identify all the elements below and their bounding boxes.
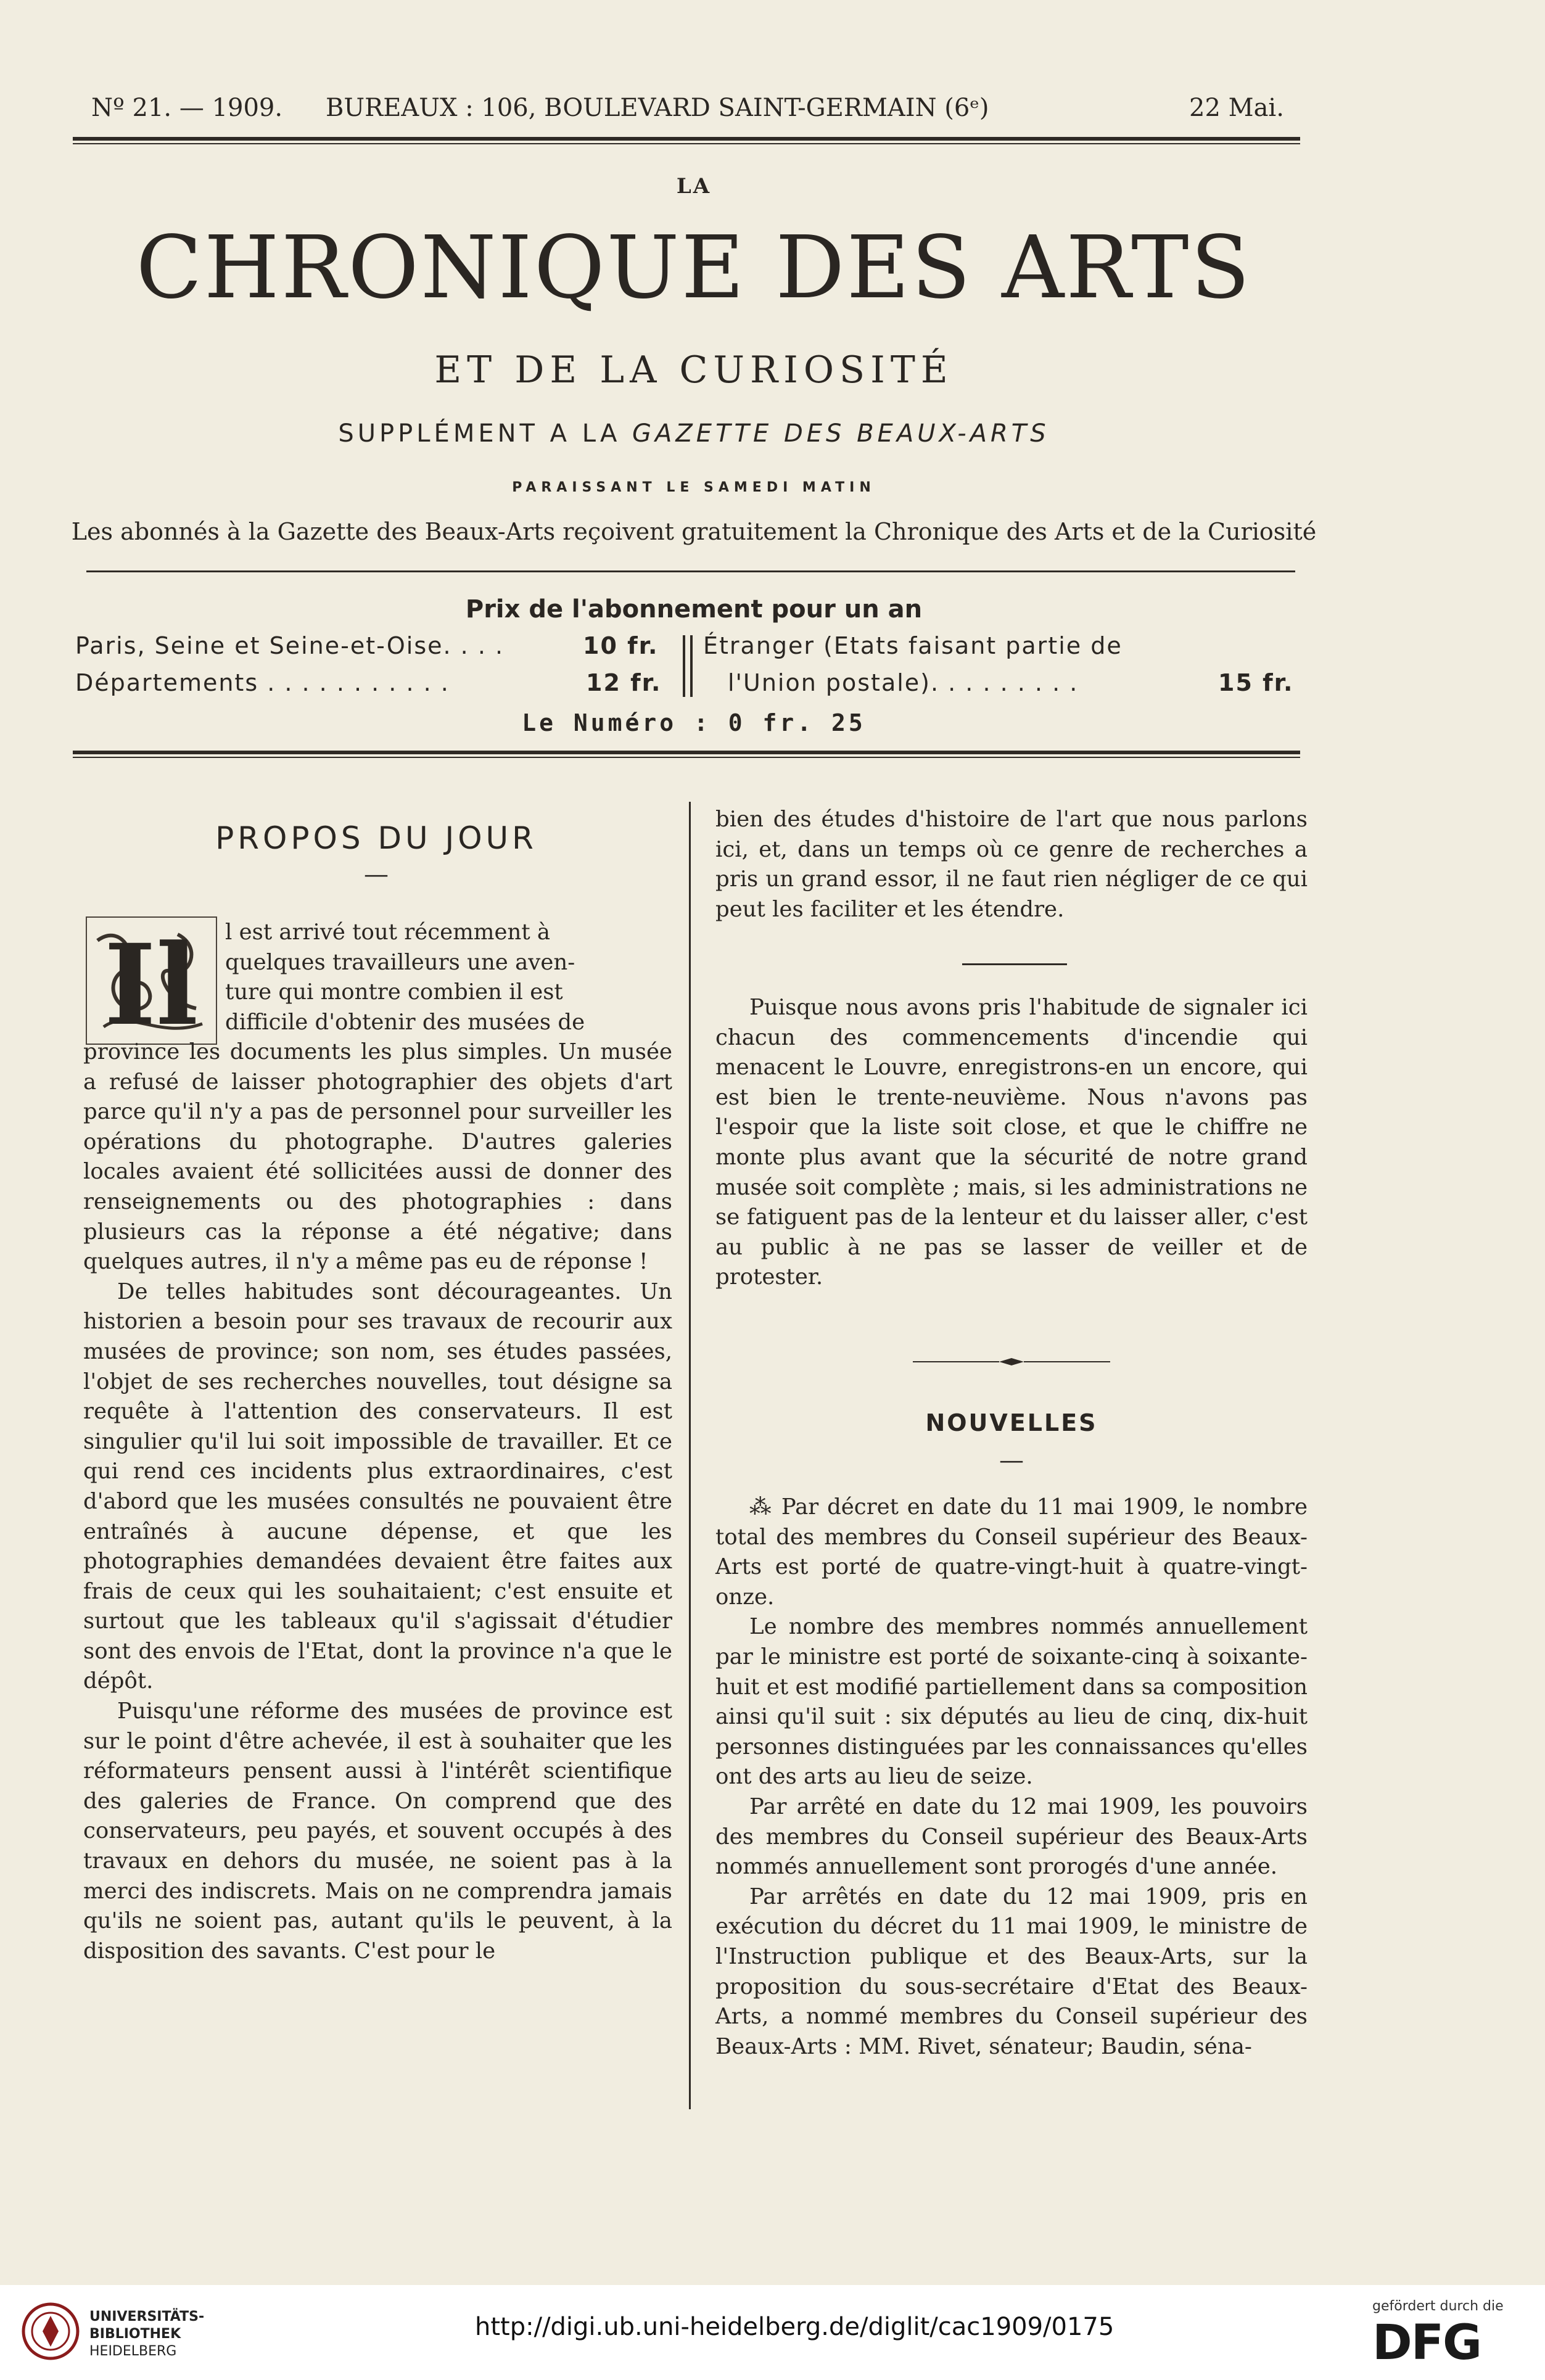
masthead-title: CHRONIQUE DES ARTS bbox=[136, 218, 1252, 318]
propos-dash: — bbox=[364, 860, 389, 889]
right-column-top bbox=[715, 805, 1308, 924]
price-etranger: 15 fr. bbox=[1218, 669, 1294, 696]
propos-line-1: l est arrivé tout récemment à bbox=[225, 920, 551, 945]
nouvelles-body bbox=[715, 1493, 1308, 2062]
masthead-la: LA bbox=[676, 174, 712, 199]
digitization-footer bbox=[0, 2285, 1545, 2380]
nouvelle-2: Le nombre des membres nommés annuellement par le ministre est porté de soixante-cinq à soixante-huit et est modifié partiellement dans sa composition ainsi qu'il suit : six députés au lieu de cinq, dix-huit personnes distinguées par les connaissances qu'elles ont des arts au lieu de seize. bbox=[715, 1614, 1308, 1790]
university-seal-icon bbox=[22, 2302, 80, 2361]
propos-paragraph-2: De telles habitudes sont décourageantes. Un historien a besoin pour ses travaux de recourir aux musées de province; son nom, ses études passées, l'objet de ses recherches nouvelles, tout désigne sa requête à l'attention des conservateurs. Il est singulier qu'il lui soit impossible de travailler. Et ce qui rend ces incidents plus extraordinaires, c'est d'abord que les musées consultés ne pouvaient être entraînés à aucune dépense, et que les photographies demandées devaient être faites aux frais de ceux qui les souhaitaient; c'est ensuite et surtout que les tableaux qu'il s'agissait d'étudier sont des envois de l'Etat, dont la province n'a que le dépôt. bbox=[83, 1279, 672, 1694]
price-etranger-label2: l'Union postale). . . . . . . . . bbox=[728, 669, 1079, 696]
library-name bbox=[89, 2308, 204, 2360]
louvre-paragraph: Puisque nous avons pris l'habitude de signaler ici chacun des commencements d'incendie qui menacent le Louvre, enregistrons-en un encore, qui est bien le trente-neuvième. Nous n'avons pas l'espoir que la liste soit close, et que le chiffre ne monte plus avant que la sécurité de notre grand musée soit complète ; mais, si les administrations ne se fatiguent pas de la lenteur et du laisser aller, c'est au public à ne pas se lasser de veiller et de protester. bbox=[715, 995, 1308, 1290]
price-dept-label: Départements . . . . . . . . . . . bbox=[75, 669, 450, 696]
library-line-2: BIBLIOTHEK bbox=[89, 2326, 181, 2342]
dropcap-letter: Il bbox=[104, 920, 199, 1045]
issue-number: Nº 21. — 1909. bbox=[91, 94, 283, 122]
abonnes-note: Les abonnés à la Gazette des Beaux-Arts reçoivent gratuitement la Chronique des Arts et de la Curiosité bbox=[71, 518, 1317, 545]
nouvelles-dash: — bbox=[999, 1446, 1024, 1475]
propos-heading: PROPOS DU JOUR bbox=[215, 820, 537, 856]
masthead-rule bbox=[86, 570, 1295, 572]
bureaux-address: BUREAUX : 106, BOULEVARD SAINT-GERMAIN (6ᵉ) bbox=[326, 94, 989, 122]
price-divider-1 bbox=[683, 635, 685, 697]
subscription-rule-thin bbox=[73, 757, 1300, 758]
subscription-title: Prix de l'abonnement pour un an bbox=[465, 595, 923, 624]
propos-line-3: ture qui montre combien il est bbox=[225, 979, 563, 1005]
price-paris-label: Paris, Seine et Seine-et-Oise. . . . bbox=[75, 632, 505, 659]
propos-paragraph-1: province les documents les plus simples. Un musée a refusé de laisser photographier des objets d'art parce qu'il n'y a pas de personnel pour surveiller les opérations du photographe. D'autres galeries locales avaient été sollicitées aussi de donner des renseignements ou des photographies : dans plusieurs cas la réponse a été négative; dans quelques autres, il n'y a même pas eu de réponse ! bbox=[83, 1039, 672, 1275]
price-paris: 10 fr. bbox=[583, 632, 659, 659]
price-etranger-label: Étranger (Etats faisant partie de bbox=[703, 632, 1123, 659]
issue-date: 22 Mai. bbox=[1189, 94, 1284, 122]
propos-line-4: difficile d'obtenir des musées de bbox=[225, 1009, 585, 1035]
price-dept: 12 fr. bbox=[586, 669, 662, 696]
nouvelle-3: Par arrêté en date du 12 mai 1909, les pouvoirs des membres du Conseil supérieur des Beaux-Arts nommés annuellement sont prorogés d'une année. bbox=[715, 1793, 1308, 1880]
propos-continued: bien des études d'histoire de l'art que nous parlons ici, et, dans un temps où ce genre de recherches a pris un grand essor, il ne faut rien négliger de ce qui peut les faciliter et les étendre. bbox=[715, 807, 1308, 922]
supplement-prefix: SUPPLÉMENT A LA bbox=[338, 419, 621, 448]
header-rule-thin bbox=[73, 143, 1300, 144]
propos-first-lines bbox=[225, 918, 672, 1037]
source-url[interactable]: http://digi.ub.uni-heidelberg.de/diglit/cac1909/0175 bbox=[475, 2313, 1114, 2341]
library-line-3: HEIDELBERG bbox=[89, 2344, 177, 2359]
price-divider-2 bbox=[690, 635, 693, 697]
supplement-gazette: GAZETTE DES BEAUX-ARTS bbox=[632, 419, 1050, 448]
nouvelle-1: ⁂ Par décret en date du 11 mai 1909, le nombre total des membres du Conseil supérieur des Beaux-Arts est porté de quatre-vingt-huit à quatre-vingt-onze. bbox=[715, 1494, 1308, 1610]
nouvelle-4: Par arrêtés en date du 12 mai 1909, pris en exécution du décret du 11 mai 1909, le ministre de l'Instruction publique et des Beaux-Arts, sur la proposition du sous-secrétaire d'Etat des Beaux-Arts, a nommé membres du Conseil supérieur des Beaux-Arts : MM. Rivet, sénateur; Baudin, séna- bbox=[715, 1884, 1308, 2059]
dfg-logo: DFG bbox=[1372, 2315, 1481, 2371]
funding-note: gefördert durch die bbox=[1372, 2299, 1504, 2314]
subscription-rule bbox=[73, 751, 1300, 754]
column-divider bbox=[689, 802, 691, 2109]
propos-line-2: quelques travailleurs une aven- bbox=[225, 949, 575, 975]
numero-price: Le Numéro : 0 fr. 25 bbox=[522, 709, 866, 736]
paraissant-line: PARAISSANT LE SAMEDI MATIN bbox=[512, 480, 876, 495]
masthead-subtitle: ET DE LA CURIOSITÉ bbox=[434, 348, 954, 392]
separator-short bbox=[962, 963, 1067, 965]
supplement-line bbox=[0, 419, 1388, 448]
nouvelles-heading: NOUVELLES bbox=[925, 1409, 1098, 1436]
ornament-separator bbox=[913, 1356, 1110, 1368]
header-rule bbox=[73, 137, 1300, 141]
louvre-paragraph-block bbox=[715, 993, 1308, 1293]
dropcap-ornament bbox=[85, 916, 218, 1045]
propos-paragraph-3: Puisqu'une réforme des musées de province est sur le point d'être achevée, il est à souhaiter que les réformateurs pensent aussi à l'intérêt scientifique des galeries de France. On comprend que des conservateurs, peu payés, et souvent occupés à des travaux en dehors du musée, ne soient pas à la merci des indiscrets. Mais on ne comprendra jamais qu'ils ne soient pas, autant qu'ils le peuvent, à la disposition des savants. C'est pour le bbox=[83, 1699, 672, 1964]
library-line-1: UNIVERSITÄTS- bbox=[89, 2309, 205, 2324]
propos-body bbox=[83, 1037, 672, 1966]
